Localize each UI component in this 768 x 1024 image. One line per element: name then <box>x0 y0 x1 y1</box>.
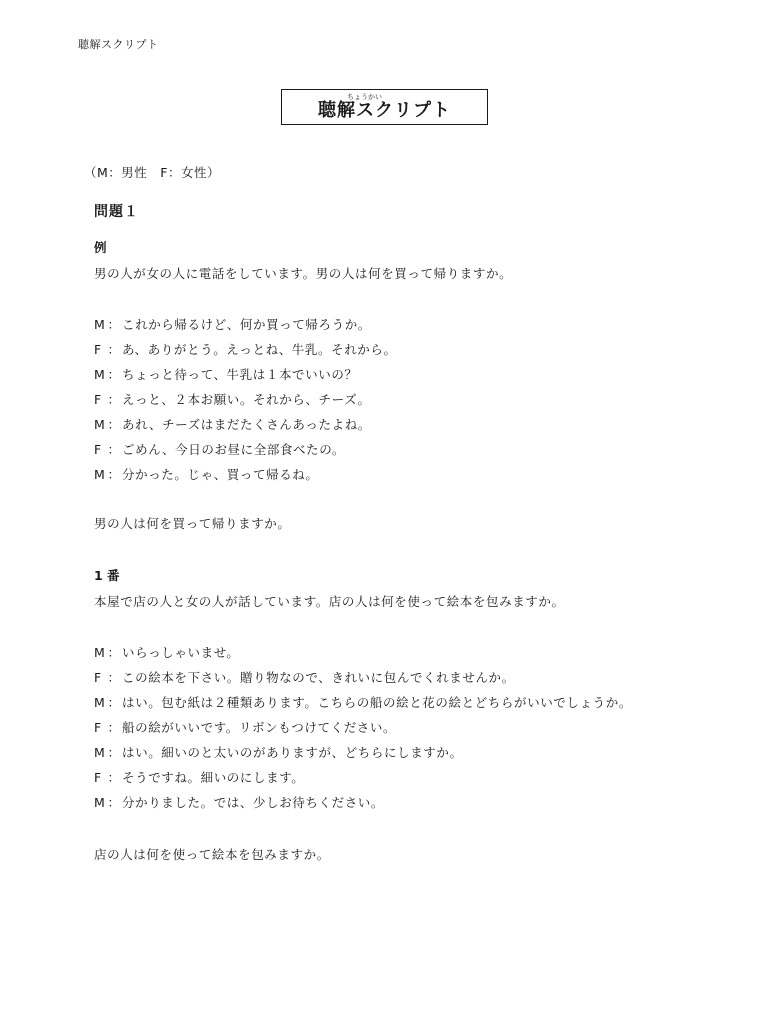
item-question: 本屋で店の人と女の人が話しています。店の人は何を使って絵本を包みますか。 <box>94 594 565 609</box>
speaker-tag: M <box>94 695 106 710</box>
dialogue-line: M ：あれ、チーズはまだたくさんあったよね。 <box>94 417 371 432</box>
section-heading: 問題１ <box>94 204 139 220</box>
dialogue-line: M ：ちょっと待って、牛乳は１本でいいの？ <box>94 367 358 382</box>
speaker-tag: M <box>94 367 106 382</box>
running-header: 聴解スクリプト <box>78 38 159 51</box>
dialogue-line: F ：船の絵がいいです。リボンもつけてください。 <box>94 720 397 735</box>
speaker-tag: F <box>94 720 102 735</box>
speaker-tag: F <box>94 392 102 407</box>
dialogue-text: そうですね。細いのにします。 <box>122 770 305 785</box>
speaker-tag: M <box>94 795 106 810</box>
title-ruby: ちょうかい <box>347 93 382 101</box>
speaker-tag: F <box>94 770 102 785</box>
dialogue-line: M ：はい。包む紙は２種類あります。こちらの船の絵と花の絵とどちらがいいでしょうか。 <box>94 695 632 710</box>
speaker-legend: （M：男性 F：女性） <box>84 165 220 180</box>
dialogue-text: いらっしゃいませ。 <box>122 645 240 660</box>
dialogue-text: ちょっと待って、牛乳は１本でいいの？ <box>122 367 358 382</box>
dialogue-line: M ：いらっしゃいませ。 <box>94 645 240 660</box>
speaker-tag: F <box>94 442 102 457</box>
example-closing-question: 男の人は何を買って帰りますか。 <box>94 516 291 531</box>
speaker-tag: M <box>94 417 106 432</box>
dialogue-line: F ：そうですね。細いのにします。 <box>94 770 305 785</box>
speaker-tag: F <box>94 670 102 685</box>
dialogue-text: あれ、チーズはまだたくさんあったよね。 <box>122 417 371 432</box>
page-title: 聴解スクリプト <box>318 100 451 121</box>
dialogue-line: M ：分かりました。では、少しお待ちください。 <box>94 795 385 810</box>
dialogue-text: あ、ありがとう。えっとね、牛乳。それから。 <box>122 342 397 357</box>
dialogue-text: はい。包む紙は２種類あります。こちらの船の絵と花の絵とどちらがいいでしょうか。 <box>122 695 632 710</box>
dialogue-text: これから帰るけど、何か買って帰ろうか。 <box>122 317 371 332</box>
dialogue-text: この絵本を下さい。贈り物なので、きれいに包んでくれませんか。 <box>122 670 515 685</box>
dialogue-line: F ：あ、ありがとう。えっとね、牛乳。それから。 <box>94 342 397 357</box>
title-box <box>281 89 488 125</box>
item-label: 1 番 <box>94 568 120 583</box>
speaker-tag: M <box>94 645 106 660</box>
dialogue-text: ごめん、今日のお昼に全部食べたの。 <box>122 442 345 457</box>
item-closing-question: 店の人は何を使って絵本を包みますか。 <box>94 847 330 862</box>
example-label: 例 <box>94 240 107 255</box>
dialogue-text: はい。細いのと太いのがありますが、どちらにしますか。 <box>122 745 463 760</box>
dialogue-line: M ：はい。細いのと太いのがありますが、どちらにしますか。 <box>94 745 463 760</box>
dialogue-text: 船の絵がいいです。リボンもつけてください。 <box>122 720 397 735</box>
speaker-tag: M <box>94 745 106 760</box>
dialogue-text: 分かりました。では、少しお待ちください。 <box>122 795 385 810</box>
dialogue-line: M ：分かった。じゃ、買って帰るね。 <box>94 467 319 482</box>
dialogue-line: F ：この絵本を下さい。贈り物なので、きれいに包んでくれませんか。 <box>94 670 515 685</box>
dialogue-text: 分かった。じゃ、買って帰るね。 <box>122 467 319 482</box>
dialogue-line: F ：ごめん、今日のお昼に全部食べたの。 <box>94 442 345 457</box>
dialogue-text: えっと、２本お願い。それから、チーズ。 <box>122 392 371 407</box>
dialogue-line: F ：えっと、２本お願い。それから、チーズ。 <box>94 392 371 407</box>
dialogue-line: M ：これから帰るけど、何か買って帰ろうか。 <box>94 317 371 332</box>
example-question: 男の人が女の人に電話をしています。男の人は何を買って帰りますか。 <box>94 266 513 281</box>
speaker-tag: F <box>94 342 102 357</box>
speaker-tag: M <box>94 317 106 332</box>
speaker-tag: M <box>94 467 106 482</box>
